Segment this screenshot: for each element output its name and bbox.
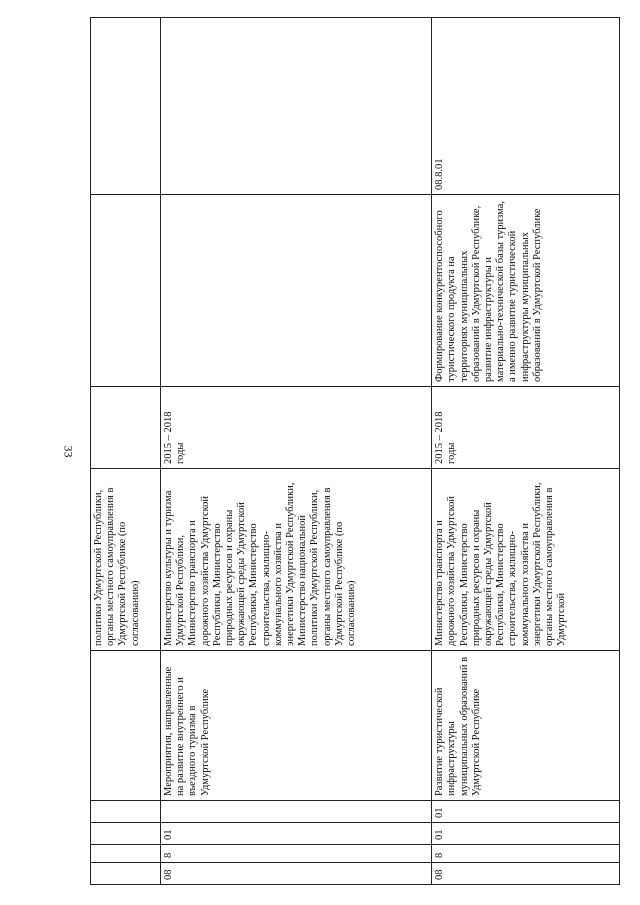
cell-code-2: 8	[161, 845, 432, 863]
cell-code-4	[91, 801, 161, 823]
table-row	[432, 18, 620, 885]
cell-code-4	[161, 801, 432, 823]
cell-result	[91, 195, 161, 387]
cell-code-1: 08	[161, 863, 432, 885]
document-table-wrapper	[90, 18, 620, 885]
cell-indicator	[91, 18, 161, 195]
cell-responsible: политики Удмуртской Республики, органы местного самоуправления в Удмуртской Республике (по согласованию)	[91, 469, 161, 651]
cell-code-1: 08	[432, 863, 620, 885]
cell-code-3: 01	[432, 823, 620, 845]
cell-code-2	[91, 845, 161, 863]
cell-code-3: 01	[161, 823, 432, 845]
cell-name	[91, 651, 161, 801]
cell-code-3	[91, 823, 161, 845]
cell-result: Формирование конкурентоспособного туристического продукта на территориях муниципальных образований в Удмуртской Республике, развитие инфраструктуры и материально-технической базы туризма, а именно развитие туристической инфраструктуры муниципальных образований в Удмуртской Республике	[432, 195, 620, 387]
cell-responsible: Министерство транспорта и дорожного хозяйства Удмуртской Республики, Министерство природных ресурсов и охраны окружающей среды Удмуртской Республики, Министерство строительства, жилищно-коммунального хозяйства и энергетики Удмуртской Республики, органы местного самоуправления в Удмуртской	[432, 469, 620, 651]
cell-code-2: 8	[432, 845, 620, 863]
cell-responsible: Министерство культуры и туризма Удмуртской Республики, Министерство транспорта и дорожного хозяйства Удмуртской Республики, Министерство природных ресурсов и охраны окружающей среды Удмуртской Республики, Министерство строительства, жилищно-коммунального хозяйства и энергетики Удмуртской Республики, Министерство национальной политики Удмуртской Республики, органы местного самоуправления в Удмуртской Республике (по согласованию)	[161, 469, 432, 651]
table-row	[91, 18, 161, 885]
table-row	[161, 18, 432, 885]
cell-name: Развитие туристической инфраструктуры муниципальных образований в Удмуртской Республике	[432, 651, 620, 801]
cell-code-1	[91, 863, 161, 885]
cell-period: 2015 – 2018 годы	[432, 387, 620, 469]
cell-name: Мероприятия, направленные на развитие внутреннего и въездного туризма в Удмуртской Республике	[161, 651, 432, 801]
cell-code-4: 01	[432, 801, 620, 823]
cell-indicator	[161, 18, 432, 195]
cell-result	[161, 195, 432, 387]
cell-period: 2015 – 2018 годы	[161, 387, 432, 469]
cell-indicator: 08.8.01	[432, 18, 620, 195]
program-table	[90, 17, 620, 885]
page-number: 33	[61, 445, 76, 458]
cell-period	[91, 387, 161, 469]
